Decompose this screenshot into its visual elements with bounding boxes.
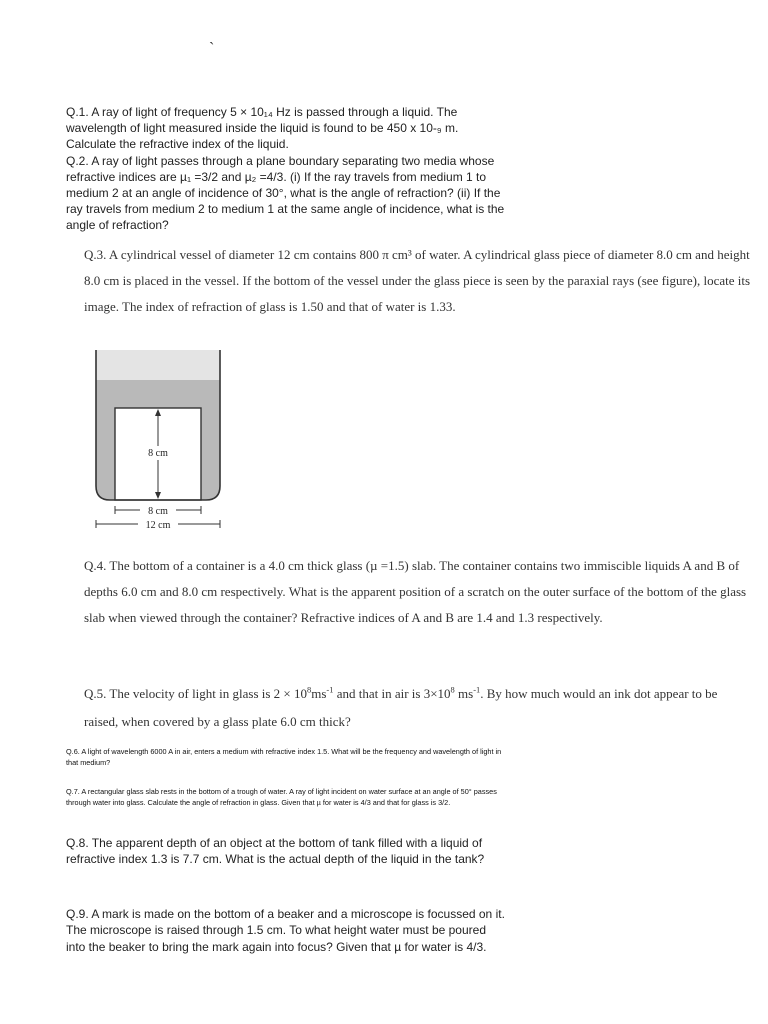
- question-6: Q.6. A light of wavelength 6000 A in air, enters a medium with refractive index 1.5. What will be the frequency and wavelength of light in that medium?: [66, 747, 502, 767]
- question-8: Q.8. The apparent depth of an object at the bottom of tank filled with a liquid of refractive index 1.3 is 7.7 cm. What is the actual depth of the liquid in the tank?: [66, 836, 485, 867]
- inner-width-label: 8 cm: [148, 506, 168, 517]
- question-4: Q.4. The bottom of a container is a 4.0 cm thick glass (µ =1.5) slab. The container contains two immiscible liquids A and B of depths 6.0 cm and 8.0 cm respectively. What is the apparent position of a scratch on the outer surface of the bottom of the glass slab when viewed through the container? Refractive indices of A and B are 1.4 and 1.3 respectively.: [84, 558, 747, 625]
- question-3: Q.3. A cylindrical vessel of diameter 12 cm contains 800 π cm³ of water. A cylindrical glass piece of diameter 8.0 cm and height 8.0 cm is placed in the vessel. If the bottom of the vessel under the glass piece is seen by the paraxial rays (see figure), locate its image. The index of refraction of glass is 1.50 and that of water is 1.33.: [84, 247, 751, 314]
- question-9: Q.9. A mark is made on the bottom of a beaker and a microscope is focussed on it. The microscope is raised through 1.5 cm. To what height water must be poured into the beaker to bring the mark again into focus? Given that µ for water is 4/3.: [66, 907, 505, 954]
- question-5: Q.5. The velocity of light in glass is $2 \times 10^8ms^{-1}$ and that in air is $3\times 10^8$ $ms^{-1}$. By how much would an ink dot appear to be raised, when covered by a glass plate 6.0 cm thick?: [84, 684, 718, 729]
- vessel-figure: [84, 344, 244, 549]
- questions-1-2: [66, 104, 506, 234]
- question-2: Q.2. A ray of light passes through a plane boundary separating two media whose refractive indices are µ₁ =3/2 and µ₂ =4/3. (i) If the ray travels from medium 1 to medium 2 at an angle of incidence of 30°, what is the angle of refraction? (ii) If the ray travels from medium 2 to medium 1 at the same angle of incidence, what is the angle of refraction?: [66, 153, 505, 233]
- question-7: Q.7. A rectangular glass slab rests in the bottom of a trough of water. A ray of light incident on water surface at an angle of 50° passes through water into glass. Calculate the angle of refraction in glass. Given that µ for water is 4/3 and that for glass is 3/2.: [66, 787, 497, 807]
- height-label: 8 cm: [148, 448, 168, 459]
- vessel-diagram: [84, 344, 244, 544]
- stray-mark: `: [209, 40, 215, 57]
- faded-top-region: [96, 350, 220, 380]
- outer-width-label: 12 cm: [145, 520, 171, 531]
- question-1: Q.1. A ray of light of frequency 5 × 10₁₄ Hz is passed through a liquid. The wavelength of light measured inside the liquid is found to be 450 x 10-₉ m. Calculate the refractive index of the liquid.: [66, 105, 459, 152]
